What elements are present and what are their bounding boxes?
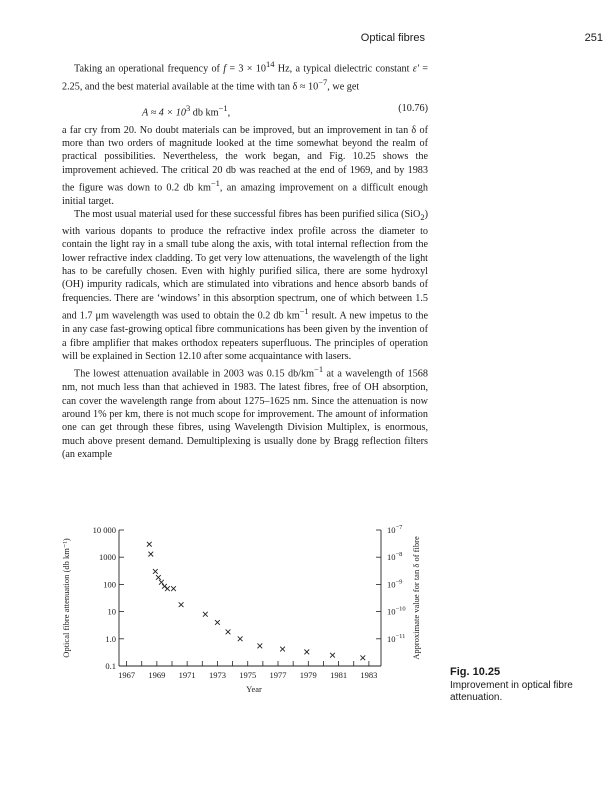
data-point (280, 647, 285, 652)
data-point (360, 655, 365, 660)
data-point (257, 643, 262, 648)
data-point (171, 586, 176, 591)
data-point (304, 649, 309, 654)
chart-marks (147, 542, 365, 660)
y-tick-label: 10 (107, 606, 116, 617)
paragraph-4: The lowest attenuation available in 2003 was 0.15 $db/km^{-1}$ at a wavelength of 1568 nm, not much less than that achieved in 1983. The latest fibres, free of OH absorption, can cover the wavelength range from about 1275–1625 nm. Since the attenuation is now around 1% per km, there is not much scope for improvement. The amount of information one can get through these fibres, using Wavelength Division Multiplex, is enormous, much above present demand. Demultiplexing is usually done by Bragg reflection filters (an example (62, 364, 428, 461)
paragraph-3: The most usual material used for these successful fibres has been purified silica (SiO$_2$) with various dopants to produce the refractive index profile across the diameter to contain the light ray in a small tube along the axis, with total internal reflection from the lower refractive index cladding. To get very low attenuations, the wavelength of the light has to be carefully chosen. Even with highly purified silica, there are some hydroxyl (OH) impurity radicals, which are stimulated into vibrations and hence absorb bands of frequencies. There are ‘windows’ in this absorption spectrum, one of which between 1.5 and 1.7 μm wavelength was used to obtain the 0.2 db $km^{-1}$ result. A new impetus to the in any case fast-growing optical fibre communications has been given by the invention of a fibre amplifier that makes orthodox repeaters superfluous. The principles of operation will be explained in Section 12.10 after some acquaintance with lasers. (62, 209, 428, 362)
data-point (159, 580, 164, 585)
data-point (153, 569, 158, 574)
x-tick-label: 1969 (148, 670, 166, 680)
data-point (148, 552, 153, 557)
data-point (165, 586, 170, 591)
y-tick-label: 1000 (99, 552, 116, 563)
data-point (179, 602, 184, 607)
y2-axis-title: Approximate value for tan δ of fibre (411, 536, 421, 660)
x-axis-title: Year (246, 684, 262, 694)
figure-caption-text: Improvement in optical fibre attenuation. (450, 680, 573, 703)
equation-10-76: $A \approx 4 \times 10^3$ db $km^{-1}$, (10.76) (142, 102, 428, 118)
figure-10-25 (0, 518, 615, 758)
y-tick-label: 1.0 (105, 633, 116, 644)
data-point (330, 653, 335, 658)
x-tick-label: 1973 (208, 670, 226, 680)
y2-tick-label: $10^{-9}$ (387, 578, 403, 590)
y2-tick-label: $10^{-10}$ (387, 605, 406, 617)
page-number: 251 (584, 32, 603, 44)
data-point (238, 636, 243, 641)
attenuation-chart (0, 518, 615, 758)
data-point (215, 620, 220, 625)
paragraph-2: a far cry from 20. No doubt materials can be improved, but an improvement in tan δ of more than two orders of magnitude looked at the time somewhat beyond the realm of practical possibilities. Nevertheless, the work began, and Fig. 10.25 shows the improvement achieved. The critical 20 db was reached at the end of 1969, and by 1983 the figure was down to 0.2 db $km^{-1}$, an amazing improvement on a difficult enough initial target. (62, 124, 428, 208)
body-text (62, 58, 428, 462)
y-axis-title: Optical fibre attenuation (db km⁻¹) (61, 538, 71, 658)
chart-labels (61, 524, 421, 694)
y2-tick-label: $10^{-11}$ (387, 632, 406, 644)
figure-caption (450, 666, 600, 704)
data-point (147, 542, 152, 547)
figure-label: Fig. 10.25 (450, 666, 501, 678)
paragraph-1: Taking an operational frequency of $f = 3 \times 10^{14}$ Hz, a typical dielectric constant ε′ = 2.25, and the best material available at the time with $\tan \delta \approx 10^{-7}$, we get (62, 59, 429, 93)
y-tick-label: 0.1 (105, 661, 116, 671)
running-head: Optical fibres (360, 32, 425, 44)
x-tick-label: 1977 (269, 670, 287, 680)
y2-tick-label: $10^{-7}$ (387, 524, 403, 535)
data-point (156, 575, 161, 580)
x-tick-label: 1979 (299, 670, 317, 680)
y-tick-label: 100 (103, 579, 116, 590)
equation-number: (10.76) (398, 102, 428, 114)
chart-axes (119, 530, 381, 666)
data-point (203, 612, 208, 617)
data-point (162, 584, 167, 589)
y2-tick-label: $10^{-8}$ (387, 551, 403, 563)
x-tick-label: 1983 (360, 670, 378, 680)
x-tick-label: 1981 (330, 670, 348, 680)
y-tick-label: 10 000 (92, 525, 116, 535)
x-tick-label: 1967 (118, 670, 136, 680)
x-tick-label: 1975 (239, 670, 257, 680)
x-tick-label: 1971 (178, 670, 196, 680)
data-point (226, 629, 231, 634)
